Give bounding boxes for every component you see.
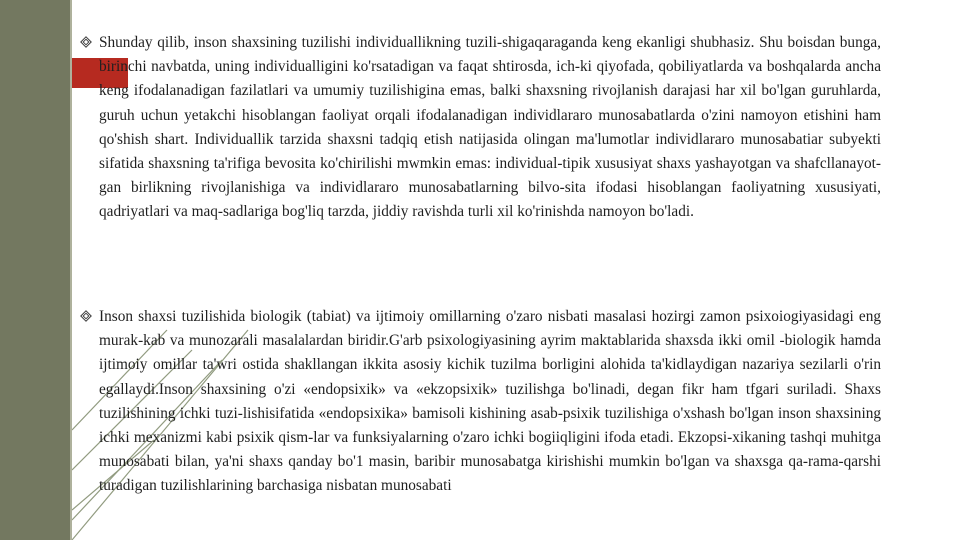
bullet-paragraph [99, 305, 881, 499]
left-sidebar-band [0, 0, 70, 540]
bullet-text: Inson shaxsi tuzilishida biologik (tabiat) va ijtimoiy omillarning o'zaro nisbati masalasi hozirgi zamon psixoiogiyasidagi eng murak-kab va munozarali masalalardan biridir.G'arb psixologiyasining ayrim maktablarida shaxsda ikki omil -biologik hamda ijtimoiy omillar ta'wri ostida shakllangan ikkita asosiy kichik tuzilma borligini alohida ta'kidlaydigan nazariya sezilarli o'rin egallaydi.Inson shaxsining o'zi «endopsixik» va «ekzopsixik» tuzilishga bo'linadi, degan fikr ham tfgari suriladi. Shaxs tuzilishining ichki tuzi-lishisifatida «endopsixika» bamisoli kishining asab-psixik tuzilishiga o'xshash bo'lgan inson shaxsining ichki mexanizmi kabi psixik qism-lar va funksiyalarning o'zaro ichki bogiiqligini ifoda etadi. Ekzopsi-xikaning tashqi muhitga munosabati bilan, ya'ni shaxs qanday bo'1 masin, baribir munosabatga kirishishi mumkin bo'lgan va shaxsga qa-rama-qarshi turadigan tuzilishlarining barchasiga nisbatan munosabati [99, 308, 881, 495]
diamond-bullet-icon [80, 310, 92, 322]
slide-content [72, 0, 960, 540]
diamond-bullet-icon [80, 36, 92, 48]
bullet-paragraph [99, 31, 881, 225]
bullet-text: Shunday qilib, inson shaxsining tuzilishi individuallikning tuzili-shigaqaraganda keng ekanligi shubhasiz. Shu boisdan bunga, birinchi navbatda, uning individualligini ko'rsatadigan va faqat shtirosda, ich-ki qiyofada, qobiliyatlarda va boshqalarda ancha keng ifodalanadigan fazilatlari va umumiy tuzilishigina emas, balki shaxsning rivojlanish darajasi har xil bo'lgan guruhlarda, guruh uchun yetakchi hisoblangan faoliyat orqali ifodalanadigan individlararo munosabatlarda o'zini namoyon etishini ham qo'shish shart. Individuallik tarzida shaxsni tadqiq etish natijasida olingan ma'lumotlar individlararo munosabatiar subyekti sifatida shaxsning ta'rifiga bevosita ko'chirilishi mwmkin emas: individual-tipik xususiyat shaxs yashayotgan va shafcllanayot-gan birlikning rivojlanishiga va individlararo munosabatlarning bilvo-sita ifodasi hisoblangan faoliyatning xususiyati, qadriyatlari va maq-sadlariga bog'liq tarzda, jiddiy ravishda turli xil ko'rinishda namoyon bo'ladi. [99, 34, 881, 221]
